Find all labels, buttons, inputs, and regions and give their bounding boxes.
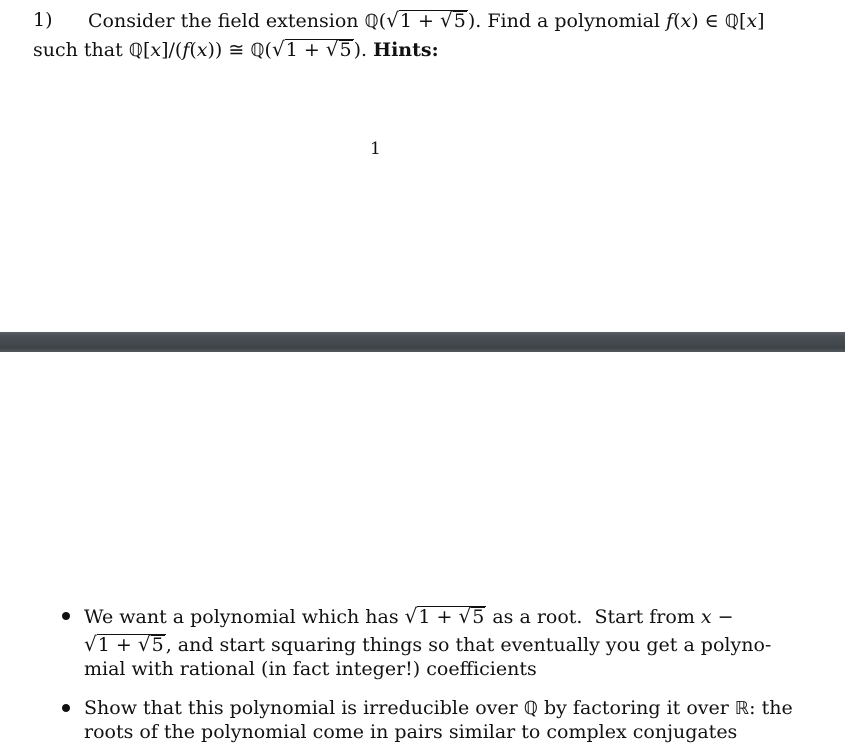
hints-label: Hints: <box>373 39 439 61</box>
quotient-ring-expression: ℚ[x]/(f(x)) ≅ ℚ(√1 + √5 ) <box>128 37 362 61</box>
problem-mid-text: . Find a polynomial <box>475 10 667 32</box>
page-bottom <box>0 352 845 752</box>
problem-statement-line-2 <box>33 37 439 63</box>
clipped-previous-text <box>60 0 360 2</box>
page-top <box>0 0 845 332</box>
problem-suchthat-text: such that <box>33 39 129 61</box>
problem-statement-line-1: Consider the field extension ℚ(√1 + √5 ). Find a polynomial f(x) ∈ ℚ[x] <box>88 8 765 32</box>
field-extension-expression: ℚ(√1 + √5 ) <box>364 8 476 32</box>
hint-2-line-1: Show that this polynomial is irreducible over ℚ by factoring it over ℝ: the <box>84 697 793 719</box>
problem-number: 1) <box>33 9 53 31</box>
hint-1-line-2: √1 + √5 , and start squaring things so that eventually you get a polyno- <box>84 632 772 656</box>
page-number: 1 <box>370 139 381 159</box>
hint-2-line-2: roots of the polynomial come in pairs similar to complex conjugates <box>84 721 738 743</box>
polynomial-expression: f <box>666 10 674 32</box>
hint-1-line-1: We want a polynomial which has √1 + √5 as a root. Start from x − <box>84 604 734 628</box>
page-separator <box>0 332 845 352</box>
bullet-icon <box>62 704 70 712</box>
hint-1-line-3: mial with rational (in fact integer!) coefficients <box>84 658 537 680</box>
problem-period: . <box>361 39 374 61</box>
bullet-icon <box>62 612 70 620</box>
problem-intro-text: Consider the field extension <box>88 10 365 32</box>
